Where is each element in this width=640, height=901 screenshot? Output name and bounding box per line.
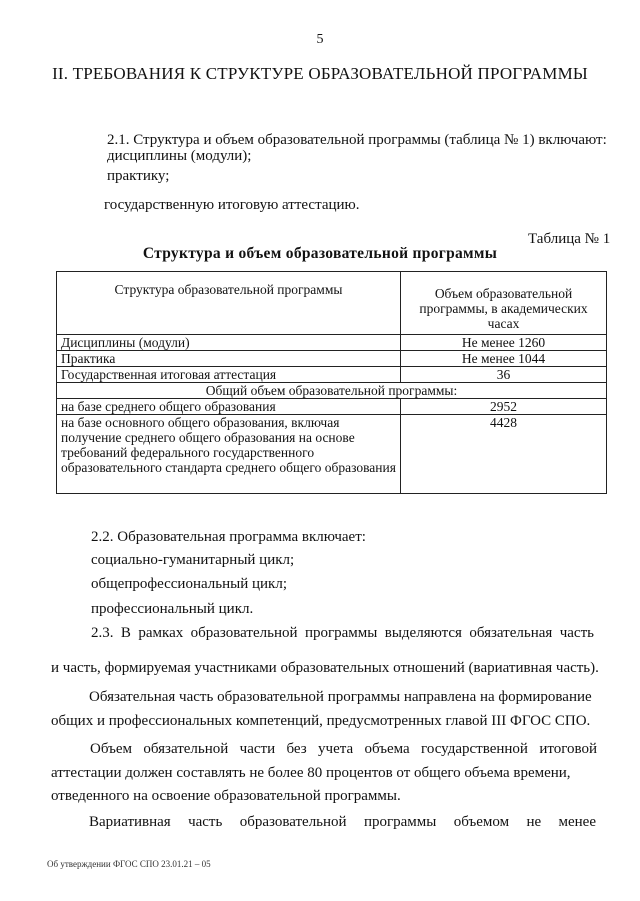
row-label: Государственная итоговая аттестация (57, 367, 401, 383)
paragraph-variative-line1: Вариативная часть образовательной программы объемом не менее (89, 814, 596, 830)
paragraph-2-2: 2.2. Образовательная программа включает: (91, 529, 366, 545)
paragraph-2-1: 2.1. Структура и объем образовательной программы (таблица № 1) включают: (107, 132, 607, 148)
row-value: Не менее 1260 (401, 335, 607, 351)
paragraph-volume-line2: аттестации должен составлять не более 80 процентов от общего объема времени, (51, 765, 571, 781)
table-row (57, 351, 607, 367)
row-value: 4428 (401, 415, 607, 494)
paragraph-volume-line3: отведенного на освоение образовательной программы. (51, 788, 401, 804)
table-number-label: Таблица № 1 (528, 231, 611, 247)
paragraph-2-3-line1: 2.3. В рамках образовательной программы выделяются обязательная часть (91, 625, 594, 641)
structure-table (56, 271, 607, 494)
paragraph-mandatory-line2: общих и профессиональных компетенций, предусмотренных главой III ФГОС СПО. (51, 713, 591, 729)
table-header-row (57, 272, 607, 335)
paragraph-volume-line1: Объем обязательной части без учета объема государственной итоговой (90, 741, 597, 757)
total-label: Общий объем образовательной программы: (57, 383, 607, 399)
list-item-prof-cycle: профессиональный цикл. (91, 601, 254, 617)
header-volume: Объем образовательной программы, в академических часах (401, 272, 607, 335)
table-row (57, 399, 607, 415)
paragraph-mandatory-line1: Обязательная часть образовательной программы направлена на формирование (89, 689, 592, 705)
row-value: 36 (401, 367, 607, 383)
list-item-general-prof-cycle: общепрофессиональный цикл; (91, 576, 287, 592)
table-row (57, 367, 607, 383)
table-row (57, 335, 607, 351)
row-label: Дисциплины (модули) (57, 335, 401, 351)
footer-document-id: Об утверждении ФГОС СПО 23.01.21 – 05 (47, 859, 211, 869)
section-heading: II. ТРЕБОВАНИЯ К СТРУКТУРЕ ОБРАЗОВАТЕЛЬНОЙ ПРОГРАММЫ (52, 64, 588, 83)
table-total-row (57, 383, 607, 399)
page-number: 5 (316, 32, 324, 47)
row-label: на базе основного общего образования, включая получение среднего общего образования на основе требований федерального государственного образовательного стандарта среднего общего образования (57, 415, 401, 494)
row-label: Практика (57, 351, 401, 367)
list-item-disciplines: дисциплины (модули); (107, 148, 252, 164)
row-value: Не менее 1044 (401, 351, 607, 367)
row-label: на базе среднего общего образования (57, 399, 401, 415)
row-value: 2952 (401, 399, 607, 415)
paragraph-2-3-line2: и часть, формируемая участниками образовательных отношений (вариативная часть). (51, 660, 599, 676)
header-structure: Структура образовательной программы (57, 272, 401, 335)
table-row (57, 415, 607, 494)
list-item-social-cycle: социально-гуманитарный цикл; (91, 552, 295, 568)
table-title: Структура и объем образовательной программы (142, 245, 498, 262)
list-item-attestation: государственную итоговую аттестацию. (104, 197, 360, 213)
list-item-practice: практику; (107, 168, 170, 184)
